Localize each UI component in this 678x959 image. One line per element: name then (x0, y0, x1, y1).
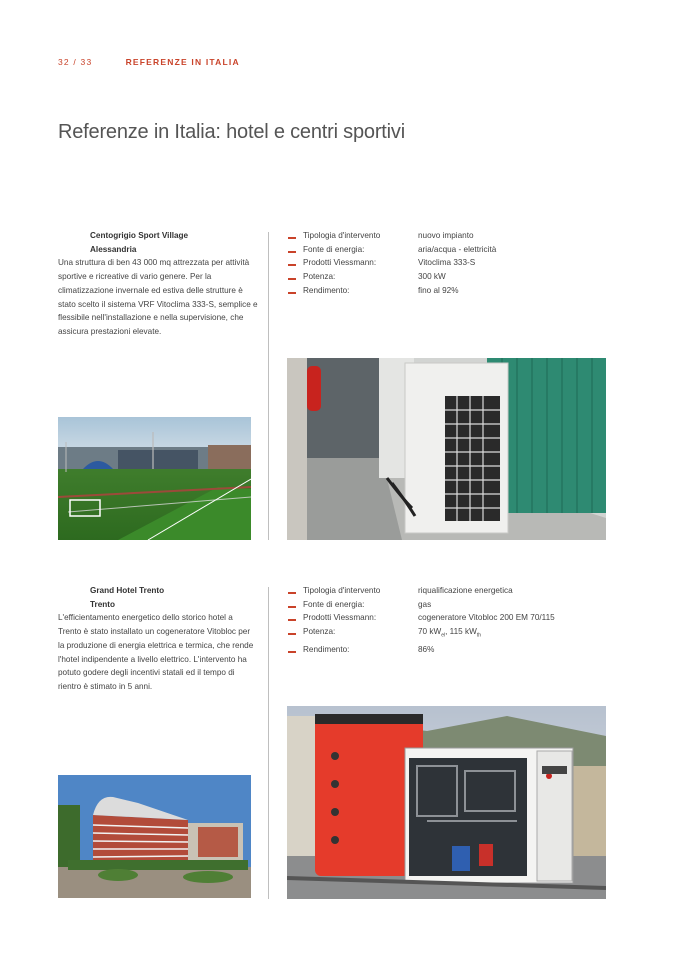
spec-row: Prodotti Viessmann: Vitoclima 333-S (288, 256, 618, 270)
spec-row: Potenza: 70 $kW_{el}$, 115 $kW_{th}$ (288, 625, 618, 643)
reference-location-2: Trento (90, 599, 116, 609)
divider-1 (268, 232, 269, 540)
reference-name-2: Grand Hotel Trento (90, 586, 165, 595)
section-label: REFERENZE IN ITALIA (125, 57, 240, 67)
hotel-photo (58, 775, 251, 898)
divider-2 (268, 587, 269, 899)
cogenerator-photo (287, 706, 606, 899)
spec-list-2 (288, 584, 618, 657)
page-number: 32 / 33 (58, 57, 93, 67)
reference-location-1: Alessandria (90, 244, 137, 254)
spec-row: Potenza: 300 kW (288, 270, 618, 284)
reference-text-2: L'efficientamento energetico dello storico hotel a Trento è stato installato un cogeneratore Vitobloc per la produzione di energia elettrica e termica, che rende l'hotel indipendente a livello elettrico. L'intervento ha potuto godere degli incentivi statali ed il tempo di rientro è stimato in 5 anni. (58, 613, 254, 691)
reference-name-1: Centogrigio Sport Village (90, 231, 189, 240)
spec-row: Rendimento: 86% (288, 643, 618, 657)
sports-field-photo (58, 417, 251, 540)
reference-text-1: Una struttura di ben 43 000 mq attrezzata per attività sportive e ricreative di vario genere. Per la climatizzazione invernale ed estiva delle strutture è stato scelto il sistema VRF Vitoclima 333-S, semplice e flessibile nell'installazione e nella supervisione, che assicura prestazioni elevate. (58, 258, 258, 336)
spec-list-1 (288, 229, 618, 298)
spec-row: Fonte di energia: aria/acqua - elettricità (288, 243, 618, 257)
page-title: Referenze in Italia: hotel e centri sportivi (58, 121, 405, 143)
spec-row: Prodotti Viessmann: cogeneratore Vitobloc 200 EM 70/115 (288, 611, 618, 625)
reference-description-2 (58, 584, 258, 694)
spec-row: Rendimento: fino al 92% (288, 284, 618, 298)
page-header (58, 57, 240, 67)
spec-row: Tipologia d'intervento nuovo impianto (288, 229, 618, 243)
reference-description-1 (58, 229, 258, 339)
spec-row: Fonte di energia: gas (288, 598, 618, 612)
vrf-unit-photo (287, 358, 606, 540)
spec-row: Tipologia d'intervento riqualificazione energetica (288, 584, 618, 598)
